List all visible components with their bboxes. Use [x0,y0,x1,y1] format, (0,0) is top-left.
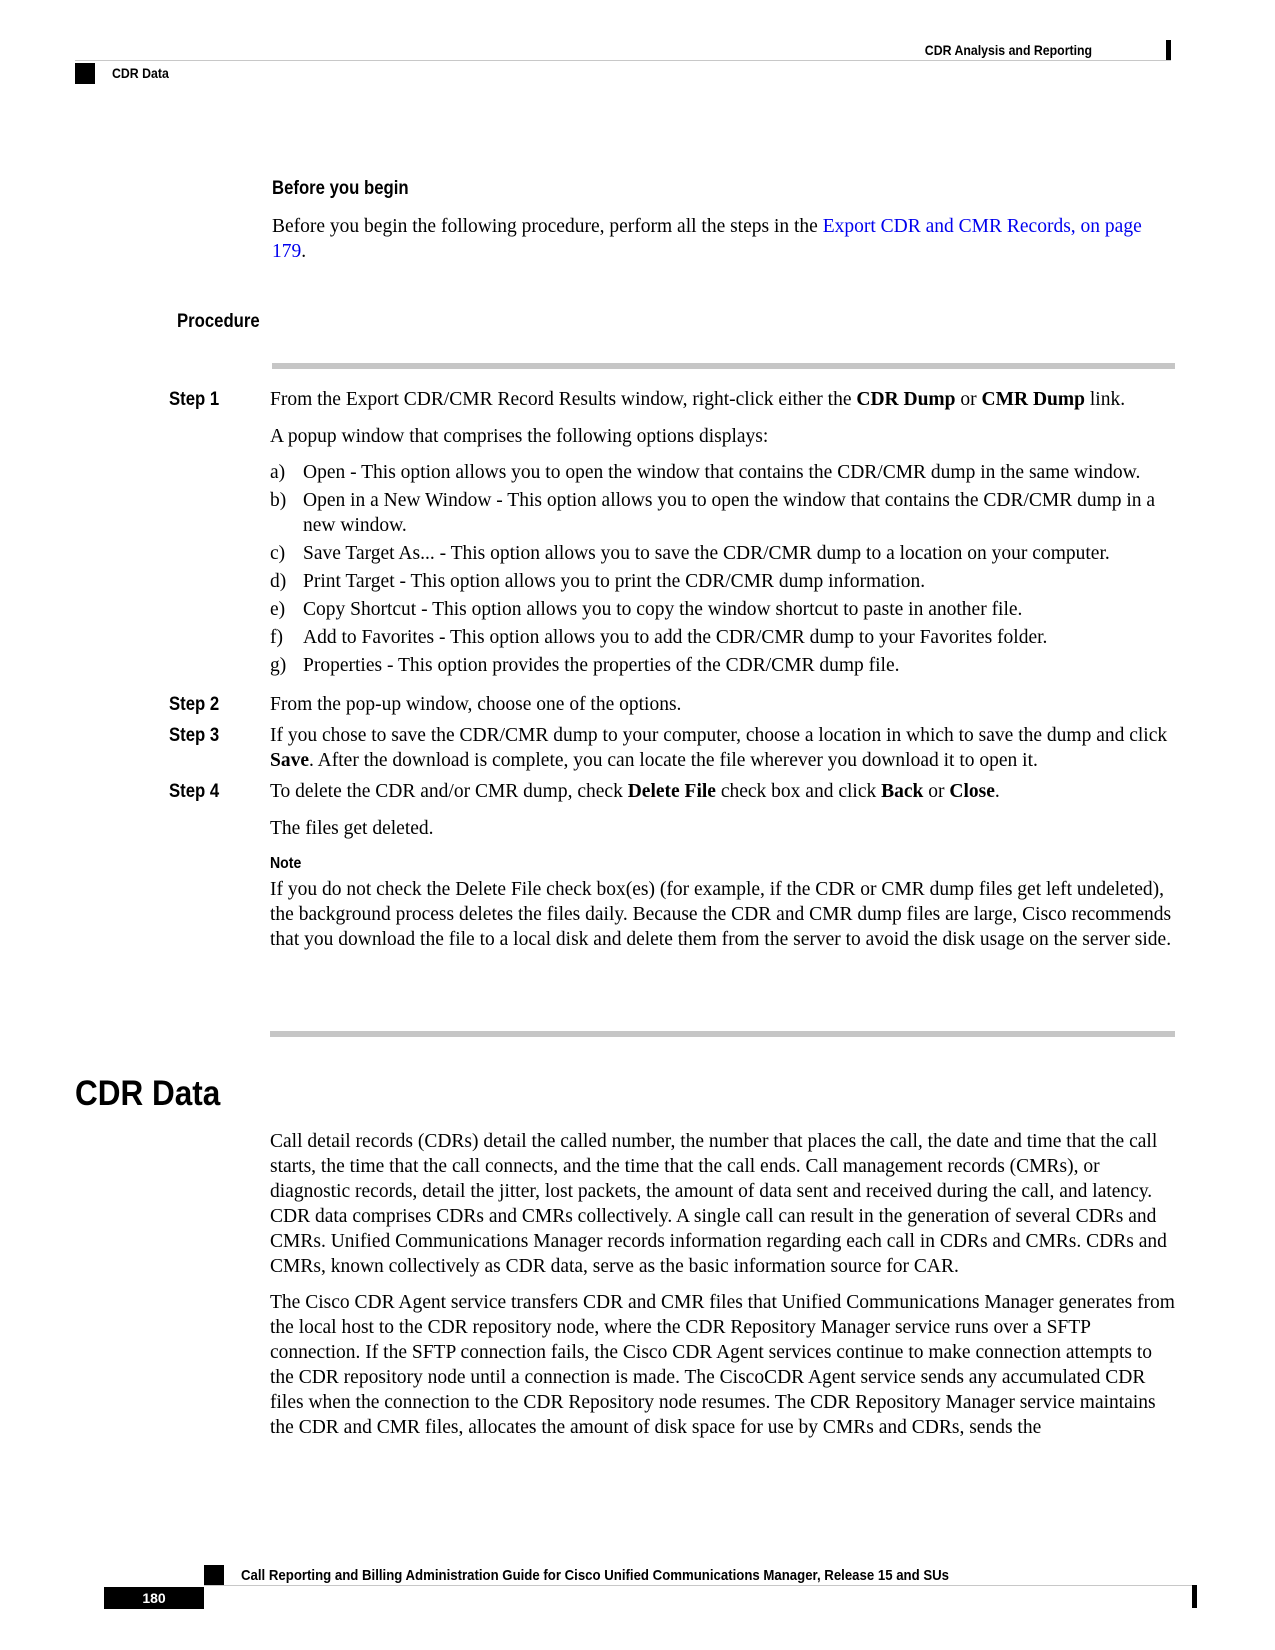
footer-rule [204,1585,1196,1586]
page-number: 180 [104,1587,204,1609]
step-3-text: If you chose to save the CDR/CMR dump to your computer, choose a location in which to save the dump and click Save. After the download is complete, you can locate the file wherever you download it to open it. [270,725,1168,771]
chapter-title: CDR Analysis and Reporting [924,42,1092,58]
step-1-text: From the Export CDR/CMR Record Results window, right-click either the CDR Dump or CMR Dump link. [270,389,1126,410]
before-you-begin-text: Before you begin the following procedure, perform all the steps in the Export CDR and CMR Records, on page 179. [272,216,1142,262]
option-item: g) Properties - This option provides the properties of the CDR/CMR dump file. [270,654,900,676]
step-3-label: Step 3 [169,725,220,746]
option-item: f) Add to Favorites - This option allows you to add the CDR/CMR dump to your Favorites folder. [270,626,1048,648]
step-4-result: The files get deleted. [270,818,434,839]
step-4-label: Step 4 [169,781,220,802]
procedure-top-rule [272,363,1175,369]
footer-bar [1192,1585,1197,1608]
header-block [75,63,95,84]
footer-block [204,1565,224,1585]
header-rule [75,60,1171,61]
step-1-label: Step 1 [169,389,220,410]
step-4-text: To delete the CDR and/or CMR dump, check Delete File check box and click Back or Close. [270,781,1000,802]
step-1-subtext: A popup window that comprises the following options displays: [270,426,769,447]
option-item: e) Copy Shortcut - This option allows you to copy the window shortcut to paste in another file. [270,598,1023,620]
book-title: Call Reporting and Billing Administration Guide for Cisco Unified Communications Manager, Release 15 and SUs [241,1567,950,1584]
step-2-label: Step 2 [169,694,220,715]
cdr-data-heading: CDR Data [75,1074,221,1113]
export-records-link[interactable]: Export CDR and CMR Records, on page 179 [272,216,1142,262]
section-title: CDR Data [112,65,169,81]
option-item: a) Open - This option allows you to open the window that contains the CDR/CMR dump in the same window. [270,462,1141,483]
before-you-begin-heading: Before you begin [272,178,409,199]
option-item: b) Open in a New Window - This option allows you to open the window that contains the CDR/CMR dump in a new window. [270,490,1156,536]
note-text: If you do not check the Delete File check box(es) (for example, if the CDR or CMR dump files get left undeleted), the background process deletes the files daily. Because the CDR and CMR dump files are large, Cisco recommends that you download the file to a local disk and delete them from the server to avoid the disk usage on the server side. [270,879,1172,950]
step-1-options [270,461,1175,682]
cdr-data-paragraph-2: The Cisco CDR Agent service transfers CDR and CMR files that Unified Communications Manager generates from the local host to the CDR repository node, where the CDR Repository Manager service runs over a SFTP connection. If the SFTP connection fails, the Cisco CDR Agent services continue to make connection attempts to the CDR repository node until a connection is made. The CiscoCDR Agent service sends any accumulated CDR files when the connection to the CDR Repository node resumes. The CDR Repository Manager service maintains the CDR and CMR files, allocates the amount of disk space for use by CMRs and CDRs, sends the [270,1292,1175,1438]
procedure-bottom-rule [270,1031,1175,1037]
header-bar [1166,40,1171,61]
step-2-text: From the pop-up window, choose one of the options. [270,694,682,715]
cdr-data-paragraph-1: Call detail records (CDRs) detail the called number, the number that places the call, the date and time that the call starts, the time that the call connects, and the time that the call ends. Call management records (CMRs), or diagnostic records, detail the jitter, lost packets, the amount of data sent and received during the call, and latency. CDR data comprises CDRs and CMRs collectively. A single call can result in the generation of several CDRs and CMRs. Unified Communications Manager records information regarding each call in CDRs and CMRs. CDRs and CMRs, known collectively as CDR data, serve as the basic information source for CAR. [270,1131,1167,1277]
option-item: d) Print Target - This option allows you to print the CDR/CMR dump information. [270,570,926,592]
option-item: c) Save Target As... - This option allows you to save the CDR/CMR dump to a location on your computer. [270,542,1110,564]
procedure-heading: Procedure [177,311,260,332]
note-title: Note [270,855,302,872]
